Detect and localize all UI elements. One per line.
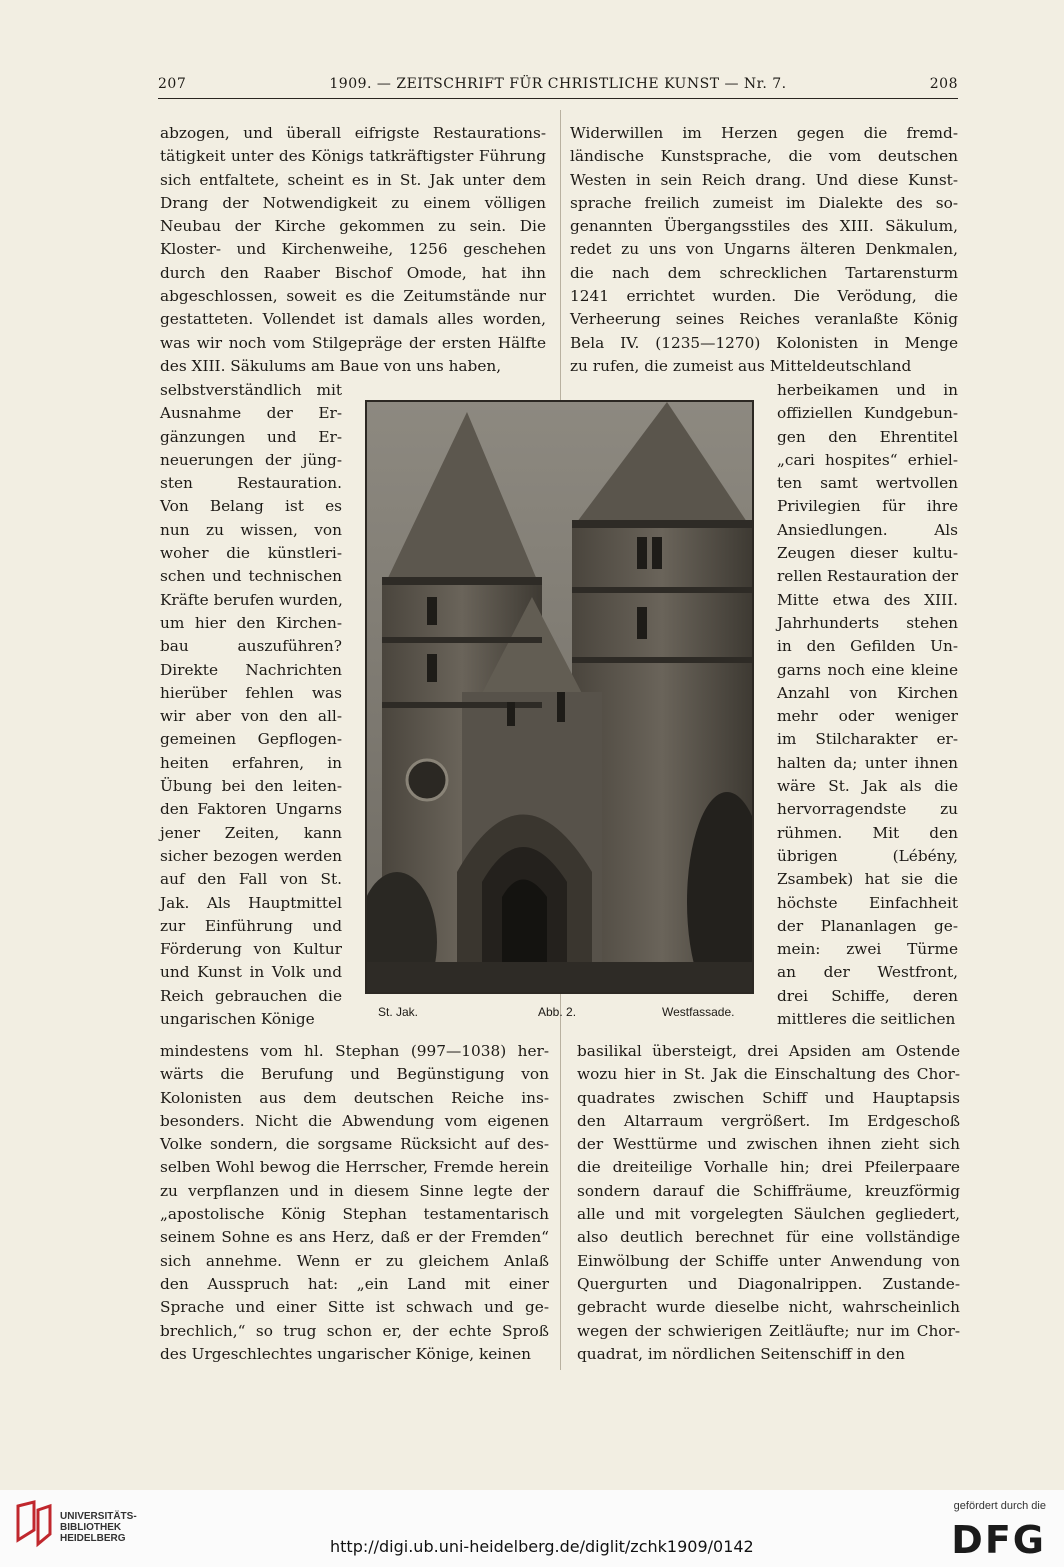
text-line: Kräfte berufen wurden, [160, 590, 343, 609]
text-line: drei Schiffe, deren [777, 986, 958, 1005]
page-number-left: 207 [158, 76, 187, 92]
text-line: Von Belang ist es [160, 497, 342, 516]
text-line: durch den Raaber Bischof Omode, hat ihn [160, 263, 546, 282]
text-line: des Urgeschlechtes ungarischer Könige, keinen [160, 1344, 531, 1363]
text-line: woher die künstleri- [160, 544, 342, 563]
text-line: der Plananlagen ge- [777, 916, 958, 935]
text-line: brechlich,“ so trug schon er, der echte Sproß [160, 1321, 549, 1340]
library-name-line1: UNIVERSITÄTS- [60, 1511, 137, 1522]
text-line: sich annehme. Wenn er zu gleichem Anlaß [160, 1251, 549, 1270]
text-line: wir aber von den all- [160, 707, 342, 726]
text-line: Kloster- und Kirchenweihe, 1256 geschehen [160, 240, 546, 259]
column-right-narrow [777, 379, 958, 1031]
text-line: basilikal übersteigt, drei Apsiden am Ostende [577, 1042, 960, 1060]
text-line: den Altarraum vergrößert. Im Erdgeschoß [577, 1111, 960, 1130]
text-line: Drang der Notwendigkeit zu einem völligen [160, 193, 546, 212]
text-line: nun zu wissen, von [160, 520, 342, 539]
text-line: „apostolische König Stephan testamentarisch [160, 1205, 549, 1224]
page-number-right: 208 [929, 76, 958, 92]
text-line: den Ausspruch hat: „ein Land mit einer [160, 1274, 549, 1293]
text-line: ungarischen Könige [160, 1010, 315, 1029]
text-line: Förderung von Kultur [160, 940, 342, 959]
text-line: schen und technischen [160, 567, 342, 586]
text-line: gebracht wurde dieselbe nicht, wahrscheinlich [577, 1298, 960, 1317]
text-line: herbeikamen und in [777, 381, 958, 399]
text-line: offiziellen Kundgebun- [777, 404, 958, 423]
text-line: gemeinen Gepflogen- [160, 730, 342, 749]
text-line: zur Einführung und [160, 916, 342, 935]
text-line: der Westtürme und zwischen ihnen zieht sich [577, 1135, 960, 1154]
text-line: an der Westfront, [777, 963, 958, 982]
text-line: selben Wohl bewog die Herrscher, Fremde herein [160, 1158, 549, 1177]
text-line: des XIII. Säkulums am Baue von uns haben, [160, 356, 502, 375]
text-line: seinem Sohne es ans Herz, daß er der Fremden“ [160, 1228, 549, 1247]
text-line: zu verpflanzen und in diesem Sinne legte der [160, 1181, 549, 1200]
text-line: sten Restauration. [160, 474, 342, 493]
text-line: übrigen (Lébény, [777, 846, 958, 865]
text-line: im Stilcharakter er- [777, 730, 958, 749]
text-line: mein: zwei Türme [777, 940, 958, 959]
text-line: sich entfaltete, scheint es in St. Jak unter dem [160, 170, 546, 189]
text-line: ten samt wertvollen [777, 474, 958, 493]
column-right-bottom [577, 1040, 960, 1366]
text-line: mehr oder weniger [777, 707, 958, 726]
text-line: gen den Ehrentitel [777, 427, 958, 446]
text-line: Quergurten und Diagonalrippen. Zustande- [577, 1274, 960, 1293]
text-line: die nach dem schrecklichen Tartarensturm [570, 263, 958, 282]
text-line: selbstverständlich mit [160, 381, 342, 399]
text-line: abzogen, und überall eifrigste Restaurations- [160, 124, 546, 142]
text-line: hervorragendste zu [777, 800, 958, 819]
text-line: „cari hospites“ erhiel- [777, 450, 958, 469]
text-line: wäre St. Jak als die [777, 777, 958, 796]
funding-note: gefördert durch die [953, 1500, 1046, 1512]
column-left-top [160, 122, 546, 378]
text-line: garns noch eine kleine [777, 660, 958, 679]
text-line: quadrat, im nördlichen Seitenschiff in den [577, 1344, 905, 1363]
text-line: um hier den Kirchen- [160, 613, 342, 632]
text-line: mindestens vom hl. Stephan (997—1038) her- [160, 1042, 549, 1060]
text-line: sicher bezogen werden [160, 846, 342, 865]
column-left-narrow [160, 379, 342, 1031]
text-line: gestatteten. Vollendet ist damals alles worden, [160, 310, 546, 329]
text-line: sprache freilich zumeist im Dialekte des so- [570, 193, 958, 212]
running-header [158, 76, 958, 98]
text-line: hierüber fehlen was [160, 683, 342, 702]
text-line: mittleres die seitlichen [777, 1010, 956, 1029]
text-line: Jak. Als Hauptmittel [160, 893, 342, 912]
text-line: besonders. Nicht die Abwendung vom eigenen [160, 1111, 549, 1130]
text-line: Zsambek) hat sie die [777, 870, 958, 889]
text-line: tätigkeit unter des Königs tatkräftigster Führung [160, 147, 546, 166]
text-line: in den Gefilden Un- [777, 637, 958, 656]
text-line: Direkte Nachrichten [160, 660, 342, 679]
text-line: und Kunst in Volk und [160, 963, 342, 982]
caption-figure-number: Abb. 2. [538, 1005, 577, 1019]
text-line: rühmen. Mit den [777, 823, 958, 842]
text-line: redet zu uns von Ungarns älteren Denkmalen, [570, 240, 958, 259]
library-name [60, 1511, 137, 1544]
text-line: bau auszuführen? [160, 637, 342, 656]
text-line: Bela IV. (1235—1270) Kolonisten in Menge [570, 333, 958, 352]
caption-location: St. Jak. [378, 1005, 419, 1019]
text-line: Neubau der Kirche gekommen zu sein. Die [160, 217, 546, 236]
text-line: den Faktoren Ungarns [160, 800, 342, 819]
text-line: genannten Übergangsstiles des XIII. Säkulum, [570, 217, 958, 236]
text-line: Anzahl von Kirchen [777, 683, 958, 702]
library-name-line3: HEIDELBERG [60, 1533, 126, 1544]
library-name-line2: BIBLIOTHEK [60, 1522, 122, 1533]
university-library-logo-icon [14, 1500, 54, 1550]
text-line: alle und mit vorgelegten Säulchen gegliedert, [577, 1205, 960, 1224]
caption-title: Westfassade. [662, 1005, 735, 1019]
text-line: also deutlich berechnet für eine vollständige [577, 1228, 960, 1247]
text-line: quadrates zwischen Schiff und Hauptapsis [577, 1088, 960, 1107]
text-line: ländische Kunstsprache, die vom deutschen [570, 147, 958, 166]
journal-title: 1909. — ZEITSCHRIFT FÜR CHRISTLICHE KUNST — Nr. 7. [329, 76, 787, 92]
text-line: heiten erfahren, in [160, 753, 342, 772]
text-line: Privilegien für ihre [777, 497, 958, 516]
text-line: Verheerung seines Reiches veranlaßte König [570, 310, 958, 329]
church-facade-illustration [367, 402, 752, 992]
text-line: Zeugen dieser kultu- [777, 544, 958, 563]
text-line: Volke sondern, die sorgsame Rücksicht auf des- [160, 1135, 549, 1154]
column-left-bottom [160, 1040, 549, 1366]
dfg-logo: DFG [951, 1518, 1046, 1562]
text-line: wozu hier in St. Jak die Einschaltung des Chor- [577, 1065, 960, 1084]
text-line: Einwölbung der Schiffe unter Anwendung von [577, 1251, 960, 1270]
text-line: zu rufen, die zumeist aus Mitteldeutschland [570, 356, 912, 375]
text-line: wegen der schwierigen Zeitläufte; nur im Chor- [577, 1321, 960, 1340]
permalink-url[interactable]: http://digi.ub.uni-heidelberg.de/diglit/zchk1909/0142 [330, 1537, 754, 1556]
text-line: Reich gebrauchen die [160, 986, 342, 1005]
text-line: Ansiedlungen. Als [777, 520, 958, 539]
text-line: höchste Einfachheit [777, 893, 958, 912]
text-line: abgeschlossen, soweit es die Zeitumstände nur [160, 287, 546, 306]
text-line: Sprache und einer Sitte ist schwach und ge- [160, 1298, 549, 1317]
text-line: die dreiteilige Vorhalle hin; drei Pfeilerpaare [577, 1158, 960, 1177]
text-line: Mitte etwa des XIII. [777, 590, 958, 609]
text-line: was wir noch vom Stilgepräge der ersten Hälfte [160, 333, 546, 352]
text-line: Ausnahme der Er- [160, 404, 342, 423]
text-line: auf den Fall von St. [160, 870, 342, 889]
text-line: Übung bei den leiten- [160, 777, 342, 796]
church-photograph [365, 400, 754, 994]
text-line: gänzungen und Er- [160, 427, 342, 446]
text-line: sondern darauf die Schiffräume, kreuzförmig [577, 1181, 960, 1200]
text-line: halten da; unter ihnen [777, 753, 958, 772]
text-line: neuerungen der jüng- [160, 450, 342, 469]
column-right-top [570, 122, 958, 378]
text-line: 1241 errichtet wurden. Die Verödung, die [570, 287, 958, 306]
text-line: Jahrhunderts stehen [777, 613, 958, 632]
header-rule [158, 98, 958, 99]
text-line: jener Zeiten, kann [160, 823, 342, 842]
text-line: Kolonisten aus dem deutschen Reiche ins- [160, 1088, 549, 1107]
text-line: Westen in sein Reich drang. Und diese Kunst- [570, 170, 958, 189]
text-line: rellen Restauration der [777, 567, 959, 586]
text-line: wärts die Berufung und Begünstigung von [160, 1065, 549, 1084]
text-line: Widerwillen im Herzen gegen die fremd- [570, 124, 958, 142]
